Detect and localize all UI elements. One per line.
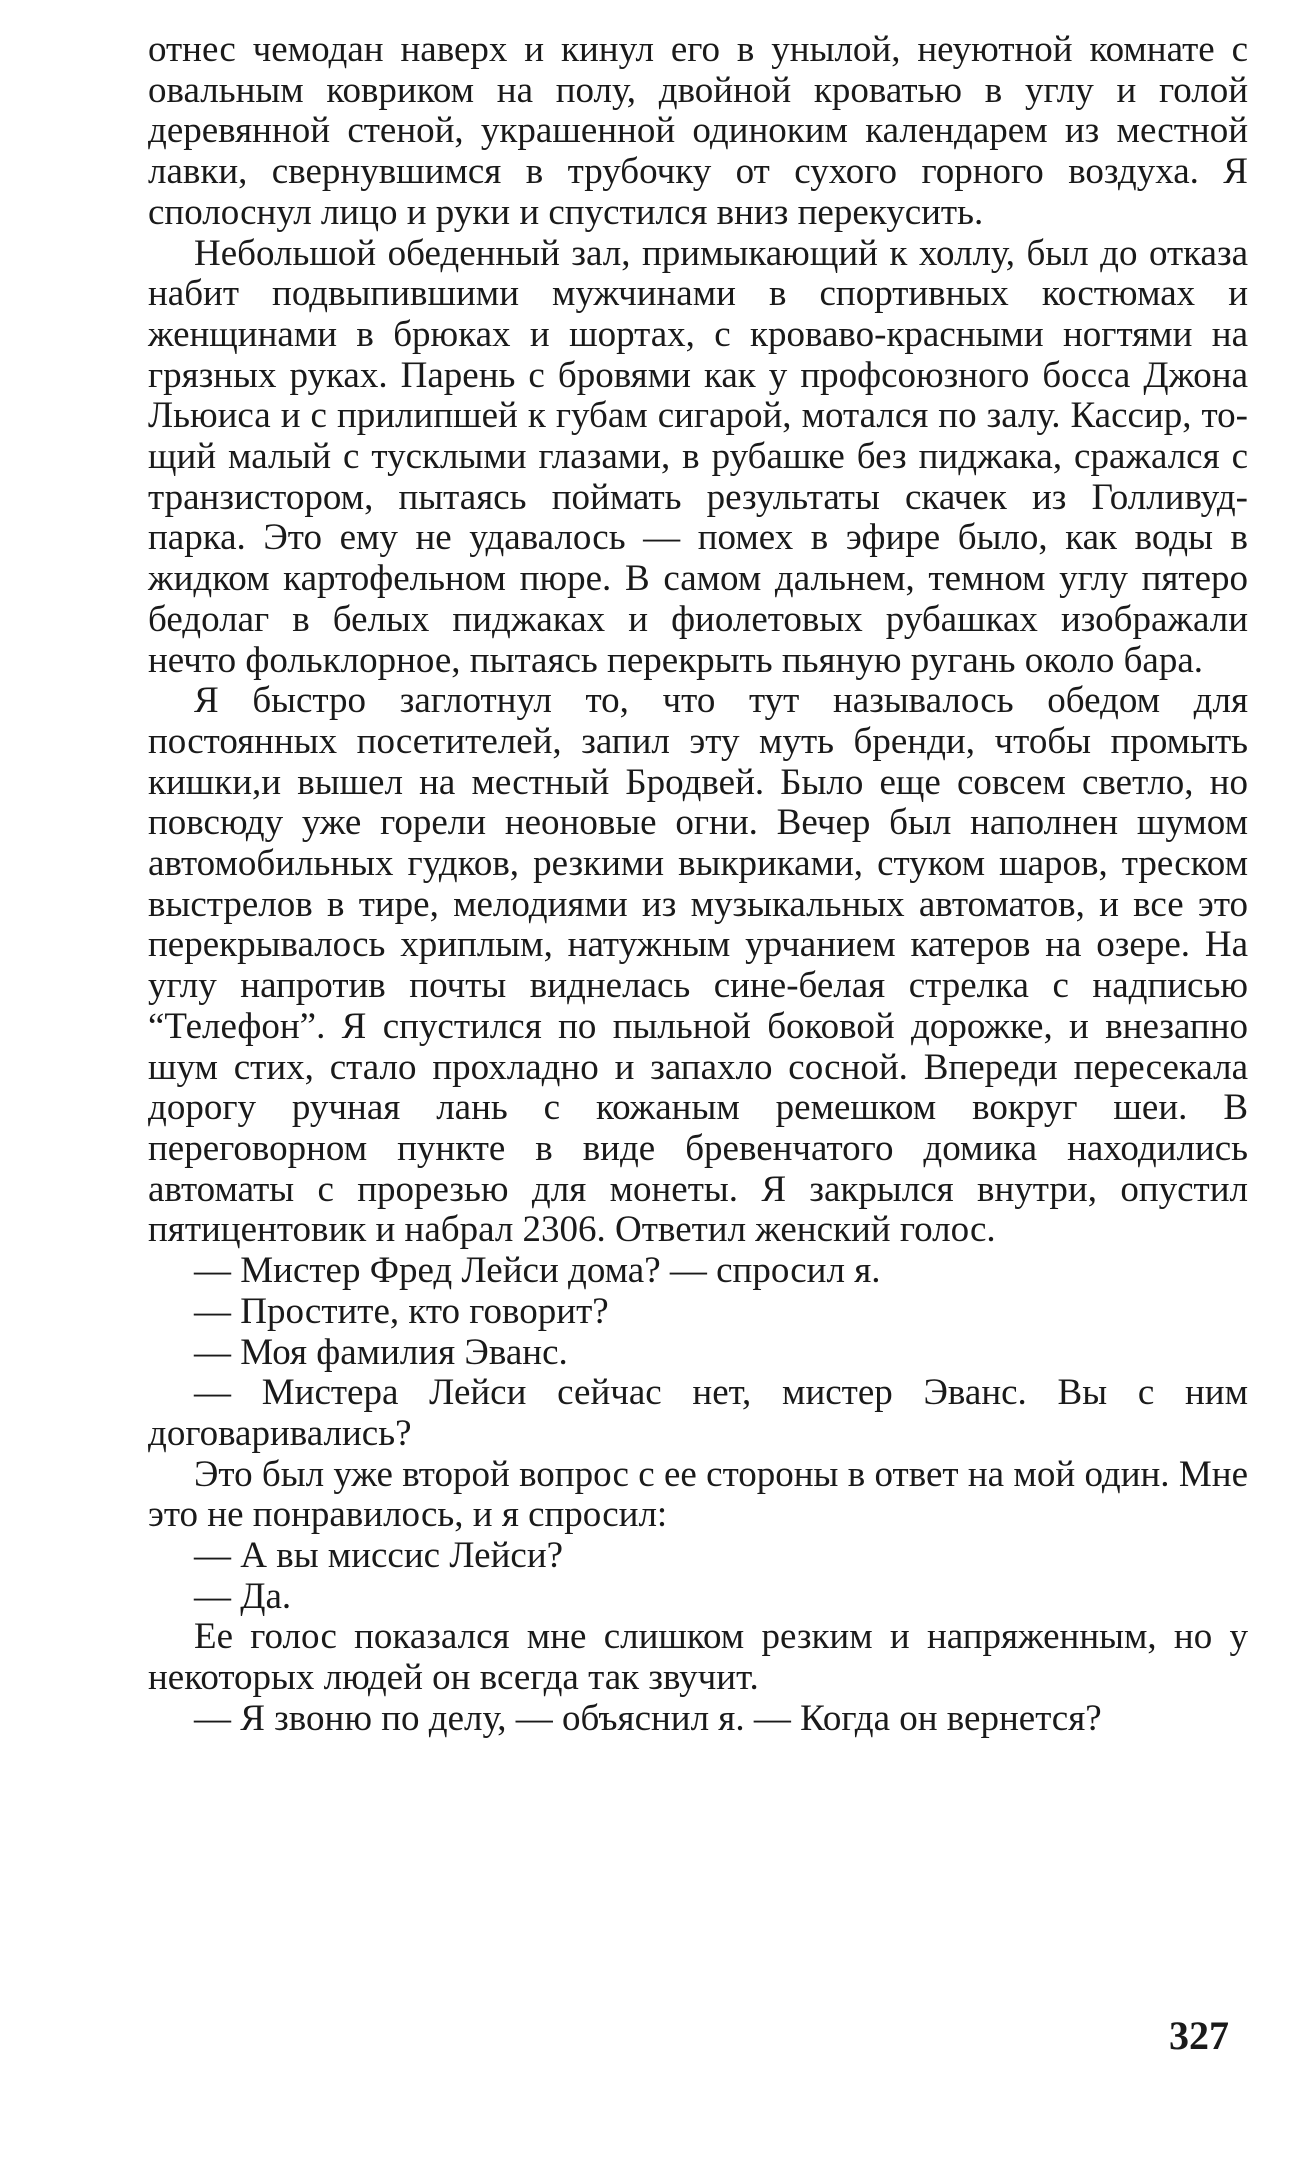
paragraph-2: Небольшой обеденный зал, примыкающий к холлу, был до отказа набит подвыпившими мужчинами в спортивных костюмах и женщинами в брюках и шортах, с кроваво-красными ногтями на грязных руках. Парень с бровями как у профсоюзного босса Джона Льюиса и с прилипшей к губам сигарой, мотался по залу. Кассир, тощий малый с тусклыми глазами, в рубашке без пиджака, сражался с транзистором, пытаясь поймать результаты скачек из Голливуд-парка. Это ему не удавалось — помех в эфире было, как воды в жидком картофельном пюре. В самом дальнем, темном углу пятеро бедолаг в белых пиджаках и фиолетовых рубашках изображали нечто фольклорное, пытаясь перекрыть пьяную ругань около бара. [148, 232, 1248, 681]
paragraph-1: отнес чемодан наверх и кинул его в унылой, неуютной комнате с овальным ковриком на полу, двойной кроватью в углу и голой деревянной стеной, украшенной одиноким календарем из местной лавки, свернувшимся в трубочку от сухого горного воздуха. Я сполоснул лицо и руки и спустился вниз перекусить. [148, 29, 1248, 233]
dialogue-line-2: — Простите, кто говорит? [194, 1290, 609, 1332]
dialogue-line-3: — Моя фамилия Эванс. [194, 1331, 568, 1373]
dialogue-line-7: — Я звоню по делу, — объяснил я. — Когда он вернется? [194, 1697, 1102, 1739]
paragraph-3: Я быстро заглотнул то, что тут называлось обедом для постоянных посетителей, запил эту муть бренди, чтобы промыть кишки,и вышел на местный Бродвей. Было еще совсем светло, но повсюду уже горели неоновые огни. Вечер был наполнен шумом автомобильных гудков, резкими выкриками, стуком шаров, треском выстрелов в тире, мелодиями из музыкальных автоматов, и все это перекрывалось хриплым, натужным урчанием катеров на озере. На углу напротив почты виднелась сине-белая стрелка с надписью “Телефон”. Я спустился по пыльной боковой дорожке, и внезапно шум стих, стало прохладно и запахло сосной. Впереди пересекала дорогу ручная лань с кожаным ремешком вокруг шеи. В переговорном пункте в виде бревенчатого домика находились автоматы с прорезью для монеты. Я закрылся внутри, опустил пятицентовик и набрал 2306. Ответил женский голос. [148, 680, 1248, 1251]
dialogue-line-1: — Мистер Фред Лейси дома? — спросил я. [194, 1250, 881, 1292]
dialogue-line-6: — Да. [194, 1575, 292, 1617]
dialogue-line-5: — А вы миссис Лейси? [194, 1535, 564, 1577]
paragraph-narration-1: Это был уже второй вопрос с ее стороны в ответ на мой один. Мне это не понравилось, и я спросил: [148, 1453, 1248, 1536]
page-number: 327 [1169, 2013, 1229, 2058]
dialogue-line-4: — Мистера Лейси сейчас нет, мистер Эванс. Вы с ним договаривались? [148, 1372, 1248, 1454]
paragraph-narration-2: Ее голос показался мне слишком резким и напряженным, но у некоторых людей он всегда так звучит. [148, 1616, 1248, 1699]
body-text [148, 30, 1248, 1740]
